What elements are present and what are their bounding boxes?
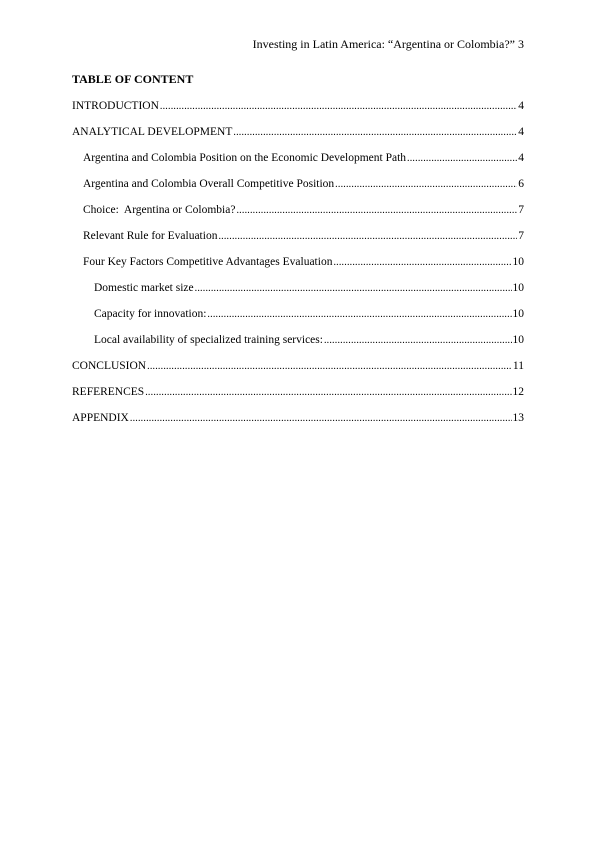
toc-entry-domestic-market-size[interactable]: [72, 281, 524, 307]
toc-dot-leader: [407, 152, 517, 166]
toc-entry-introduction[interactable]: [72, 99, 524, 125]
toc-entry-page: 7: [518, 204, 524, 216]
toc-entry-page: 4: [518, 126, 524, 138]
toc-dot-leader: [195, 282, 512, 296]
toc-title: TABLE OF CONTENT: [72, 72, 194, 86]
toc-entry-label: Domestic market size: [94, 282, 194, 294]
toc-dot-leader: [160, 100, 517, 114]
toc-entry-relevant-rule[interactable]: [72, 229, 524, 255]
toc-dot-leader: [218, 230, 517, 244]
toc-entry-conclusion[interactable]: [72, 359, 524, 385]
toc-entry-page: 7: [518, 230, 524, 242]
toc-dot-leader: [233, 126, 517, 140]
toc-entry-label: Argentina and Colombia Position on the Economic Development Path: [83, 152, 407, 164]
toc-dot-leader: [324, 334, 512, 348]
toc-entry-economic-development-path[interactable]: [72, 151, 524, 177]
toc-dot-leader: [207, 308, 511, 322]
toc-entry-references[interactable]: [72, 385, 524, 411]
toc-list: [72, 99, 524, 437]
toc-entry-label: REFERENCES: [72, 386, 145, 398]
toc-entry-four-key-factors[interactable]: [72, 255, 524, 281]
toc-entry-competitive-position[interactable]: [72, 177, 524, 203]
toc-entry-capacity-for-innovation[interactable]: [72, 307, 524, 333]
toc-entry-page: 6: [518, 178, 524, 190]
toc-entry-page: 12: [512, 386, 524, 398]
toc-entry-choice[interactable]: [72, 203, 524, 229]
toc-entry-page: 4: [518, 100, 524, 112]
toc-entry-label: Argentina and Colombia Overall Competitive Position: [83, 178, 335, 190]
toc-entry-page: 10: [512, 256, 524, 268]
toc-entry-label: ANALYTICAL DEVELOPMENT: [72, 126, 233, 138]
toc-entry-label: CONCLUSION: [72, 360, 147, 372]
toc-entry-label: Capacity for innovation:: [94, 308, 207, 320]
toc-entry-page: 10: [512, 308, 524, 320]
running-head: Investing in Latin America: “Argentina or Colombia?” 3: [252, 37, 524, 51]
toc-dot-leader: [333, 256, 511, 270]
toc-entry-label: Choice: Argentina or Colombia?: [83, 204, 236, 216]
toc-entry-label: Relevant Rule for Evaluation: [83, 230, 218, 242]
toc-dot-leader: [147, 360, 512, 374]
toc-entry-page: 11: [512, 360, 524, 372]
toc-entry-page: 13: [512, 412, 524, 424]
toc-dot-leader: [145, 386, 511, 400]
toc-entry-analytical-development[interactable]: [72, 125, 524, 151]
toc-entry-appendix[interactable]: [72, 411, 524, 437]
toc-entry-label: Local availability of specialized training services:: [94, 334, 323, 346]
toc-entry-label: Four Key Factors Competitive Advantages Evaluation: [83, 256, 333, 268]
toc-dot-leader: [130, 412, 512, 426]
toc-dot-leader: [335, 178, 517, 192]
toc-dot-leader: [236, 204, 517, 218]
toc-entry-page: 10: [512, 334, 524, 346]
toc-entry-page: 4: [518, 152, 524, 164]
toc-entry-training-services[interactable]: [72, 333, 524, 359]
toc-entry-label: INTRODUCTION: [72, 100, 159, 112]
toc-entry-page: 10: [512, 282, 524, 294]
toc-entry-label: APPENDIX: [72, 412, 129, 424]
